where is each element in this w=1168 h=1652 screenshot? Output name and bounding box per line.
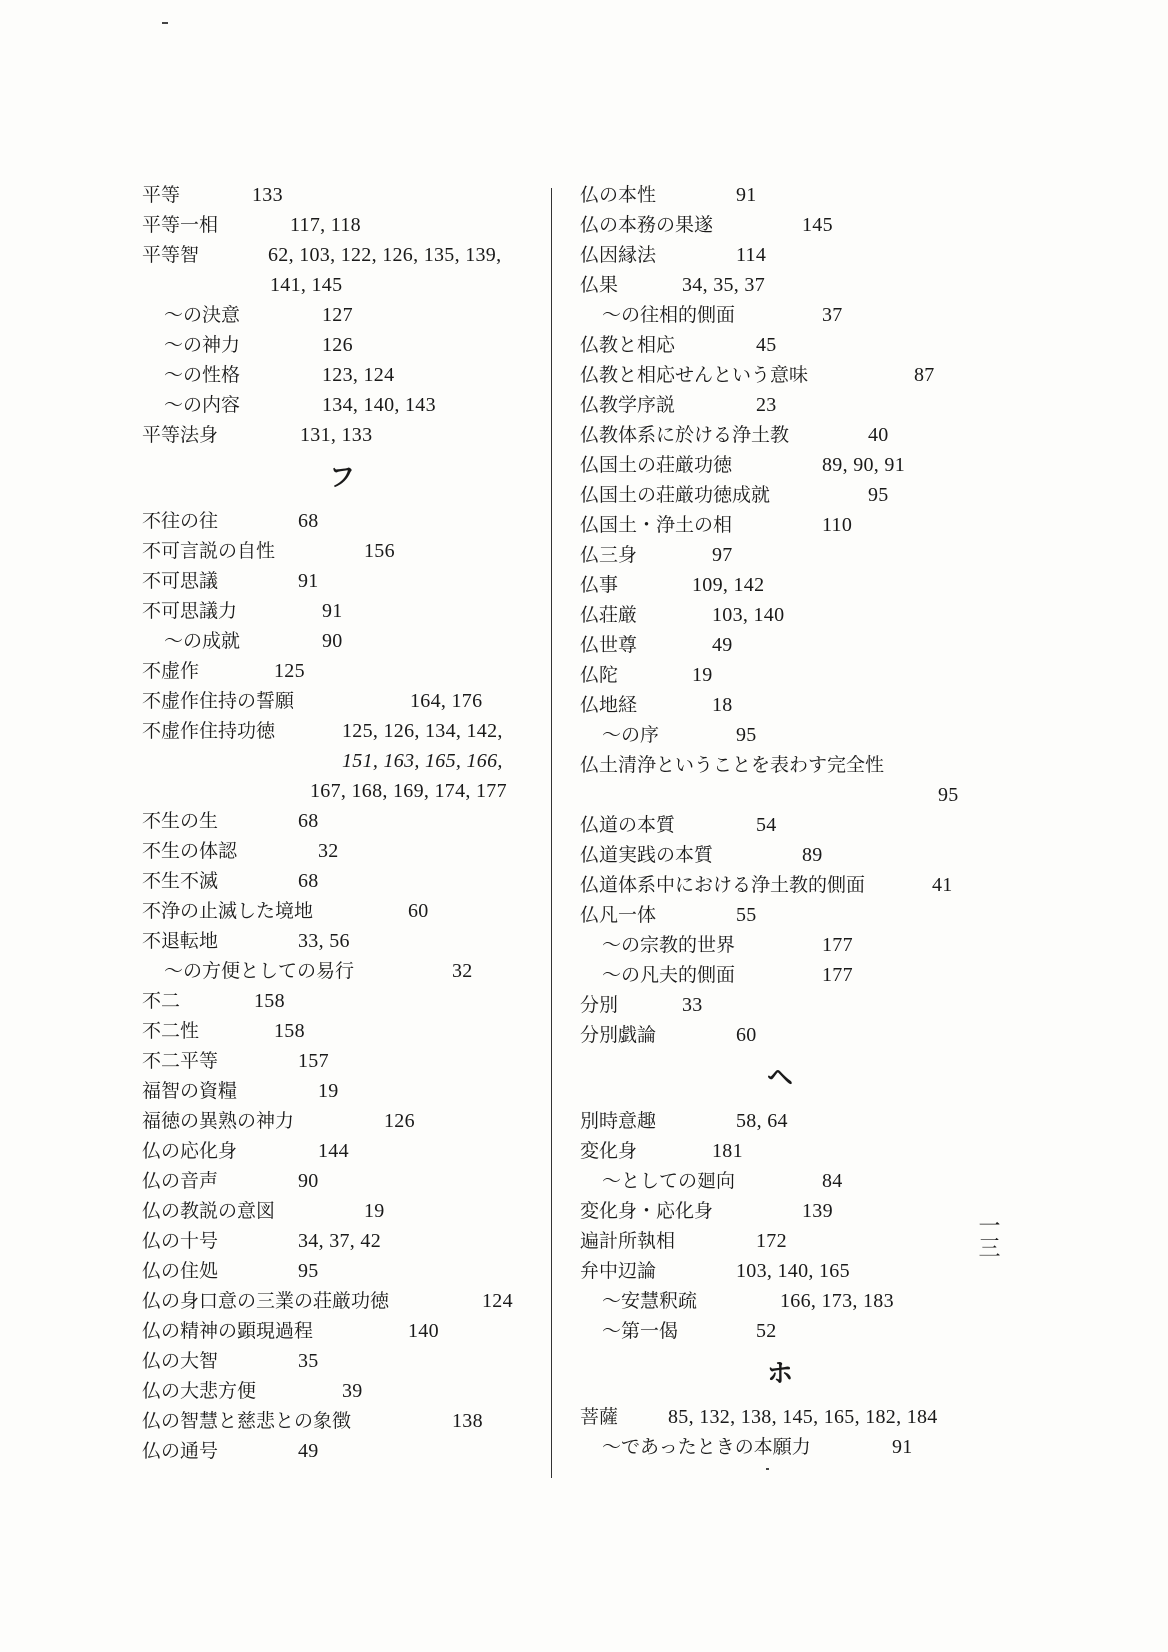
- index-entry: [580, 1136, 980, 1166]
- index-entry: [142, 806, 542, 836]
- index-term: 仏の応化身: [142, 1140, 238, 1162]
- index-term: 弁中辺論: [580, 1260, 657, 1282]
- index-term: 仏の身口意の三業の荘厳功徳: [142, 1290, 390, 1312]
- index-entry: [142, 330, 542, 360]
- index-entry: [142, 866, 542, 896]
- index-term: 仏国土・浄土の相: [580, 514, 733, 536]
- index-entry: [580, 180, 980, 210]
- index-term: ～の神力: [164, 334, 241, 356]
- index-term: 分別: [580, 994, 619, 1016]
- index-entry: [580, 900, 980, 930]
- index-entry: [142, 1106, 542, 1136]
- index-pages: 19: [364, 1200, 385, 1222]
- index-term: 仏の教説の意図: [142, 1200, 276, 1222]
- index-entry: [580, 810, 980, 840]
- index-entry: [580, 780, 980, 810]
- index-entry: [580, 840, 980, 870]
- index-term: 平等法身: [142, 424, 219, 446]
- index-term: 仏荘厳: [580, 604, 638, 626]
- index-term: ～としての廻向: [602, 1170, 736, 1192]
- index-entry: [142, 686, 542, 716]
- index-pages: 34, 35, 37: [682, 274, 765, 296]
- index-term: 仏国土の荘厳功徳: [580, 454, 733, 476]
- index-term: 仏国土の荘厳功徳成就: [580, 484, 771, 506]
- index-entry: [580, 420, 980, 450]
- page-number: 一三: [975, 1214, 1000, 1258]
- index-pages: 133: [252, 184, 283, 206]
- index-pages: 134, 140, 143: [322, 394, 436, 416]
- index-term: 仏の本務の果遂: [580, 214, 714, 236]
- index-entry: [580, 720, 980, 750]
- index-entry: [142, 210, 542, 240]
- index-term: ～安慧釈疏: [602, 1290, 698, 1312]
- index-term: 仏陀: [580, 664, 619, 686]
- index-pages: 139: [802, 1200, 833, 1222]
- index-term: 不二: [142, 990, 181, 1012]
- index-pages: 114: [736, 244, 767, 266]
- index-pages: 91: [298, 570, 319, 592]
- index-pages: 90: [298, 1170, 319, 1192]
- index-entry: [142, 360, 542, 390]
- index-entry: [142, 390, 542, 420]
- index-term: 変化身: [580, 1140, 638, 1162]
- index-pages: 156: [364, 540, 395, 562]
- index-entry: [580, 390, 980, 420]
- index-entry: [142, 1136, 542, 1166]
- index-term: 仏果: [580, 274, 619, 296]
- index-pages: 125, 126, 134, 142,: [342, 720, 503, 742]
- index-entry: [142, 180, 542, 210]
- index-entry: [580, 1286, 980, 1316]
- index-entry: [142, 896, 542, 926]
- index-pages: 123, 124: [322, 364, 395, 386]
- index-entry: [580, 300, 980, 330]
- index-pages: 40: [868, 424, 889, 446]
- index-term: ～の方便としての易行: [164, 960, 355, 982]
- index-term: 不生不滅: [142, 870, 219, 892]
- index-entry: [580, 930, 980, 960]
- index-entry: [142, 1286, 542, 1316]
- index-term: 不虚作: [142, 660, 200, 682]
- index-column-right: [580, 180, 980, 1462]
- index-pages: 158: [254, 990, 285, 1012]
- index-term: 仏三身: [580, 544, 638, 566]
- index-entry: [142, 716, 542, 746]
- index-entry: [580, 630, 980, 660]
- index-entry: [142, 1166, 542, 1196]
- section-heading: フ: [328, 463, 355, 493]
- index-term: ～の内容: [164, 394, 241, 416]
- index-term: ～であったときの本願力: [602, 1436, 811, 1458]
- index-term: 不可思議: [142, 570, 219, 592]
- index-term: ～の性格: [164, 364, 241, 386]
- index-term: 不可思議力: [142, 600, 238, 622]
- index-term: 分別戯論: [580, 1024, 657, 1046]
- index-pages: 49: [712, 634, 733, 656]
- index-pages: 97: [712, 544, 733, 566]
- index-entry: [580, 960, 980, 990]
- index-term: 平等: [142, 184, 181, 206]
- index-term: 不二性: [142, 1020, 200, 1042]
- index-pages: 127: [322, 304, 353, 326]
- index-term: 変化身・応化身: [580, 1200, 714, 1222]
- index-term: 平等智: [142, 244, 200, 266]
- index-pages: 41: [932, 874, 953, 896]
- index-entry: [142, 986, 542, 1016]
- index-pages: 37: [822, 304, 843, 326]
- index-entry: [580, 1166, 980, 1196]
- index-column-left: [142, 180, 542, 1466]
- index-entry: [580, 450, 980, 480]
- index-term: 不可言説の自性: [142, 540, 276, 562]
- index-entry: [580, 480, 980, 510]
- index-entry: [142, 1406, 542, 1436]
- index-pages: 117, 118: [290, 214, 361, 236]
- index-term: 仏地経: [580, 694, 638, 716]
- index-entry: [142, 536, 542, 566]
- index-entry: [142, 506, 542, 536]
- index-pages: 110: [822, 514, 853, 536]
- index-pages: 91: [322, 600, 343, 622]
- index-entry: [580, 990, 980, 1020]
- index-term: 仏の音声: [142, 1170, 219, 1192]
- index-pages: 52: [756, 1320, 777, 1342]
- index-entry: [580, 1196, 980, 1226]
- index-term: 不退転地: [142, 930, 219, 952]
- index-pages: 32: [452, 960, 473, 982]
- index-entry: [580, 1316, 980, 1346]
- index-pages: 95: [736, 724, 757, 746]
- index-entry: [580, 330, 980, 360]
- index-pages: 157: [298, 1050, 329, 1072]
- index-pages: 19: [318, 1080, 339, 1102]
- index-entry: [580, 240, 980, 270]
- index-entry: [580, 540, 980, 570]
- index-entry: [142, 270, 542, 300]
- index-pages: 85, 132, 138, 145, 165, 182, 184: [668, 1406, 938, 1428]
- index-pages: 140: [408, 1320, 439, 1342]
- index-pages: 181: [712, 1140, 743, 1162]
- index-term: 別時意趣: [580, 1110, 657, 1132]
- section-heading: ホ: [766, 1359, 793, 1389]
- index-pages: 103, 140: [712, 604, 785, 626]
- section-heading: ヘ: [766, 1063, 793, 1093]
- index-pages: 144: [318, 1140, 349, 1162]
- index-term: 福徳の異熟の神力: [142, 1110, 295, 1132]
- scan-mark: [162, 22, 168, 24]
- index-entry: [142, 1316, 542, 1346]
- index-entry: [580, 600, 980, 630]
- index-entry: [142, 956, 542, 986]
- index-term: 不虚作住持の誓願: [142, 690, 295, 712]
- index-pages: 95: [298, 1260, 319, 1282]
- index-term: 仏道の本質: [580, 814, 676, 836]
- index-term: 仏教学序説: [580, 394, 676, 416]
- scan-mark: [766, 1468, 769, 1470]
- index-term: ～の決意: [164, 304, 241, 326]
- index-pages: 95: [868, 484, 889, 506]
- index-entry: [142, 626, 542, 656]
- index-entry: [142, 1436, 542, 1466]
- index-term: ～第一偈: [602, 1320, 679, 1342]
- index-pages: 55: [736, 904, 757, 926]
- index-pages: 138: [452, 1410, 483, 1432]
- index-entry: [142, 1196, 542, 1226]
- index-term: 仏教と相応: [580, 334, 676, 356]
- index-term: 仏の精神の顕現過程: [142, 1320, 314, 1342]
- index-entry: [142, 240, 542, 270]
- index-pages: 151, 163, 165, 166,: [342, 750, 503, 772]
- index-term: 仏教体系に於ける浄土教: [580, 424, 790, 446]
- index-pages: 90: [322, 630, 343, 652]
- index-term: ～の往相的側面: [602, 304, 736, 326]
- index-pages: 45: [756, 334, 777, 356]
- index-entry: [142, 1346, 542, 1376]
- index-pages: 89: [802, 844, 823, 866]
- index-pages: 145: [802, 214, 833, 236]
- index-pages: 60: [736, 1024, 757, 1046]
- index-pages: 91: [892, 1436, 913, 1458]
- index-pages: 177: [822, 964, 853, 986]
- index-pages: 164, 176: [410, 690, 483, 712]
- index-entry: [580, 690, 980, 720]
- index-pages: 23: [756, 394, 777, 416]
- index-pages: 35: [298, 1350, 319, 1372]
- index-pages: 167, 168, 169, 174, 177: [310, 780, 507, 802]
- index-pages: 172: [756, 1230, 787, 1252]
- index-term: 仏の十号: [142, 1230, 219, 1252]
- index-term: 仏道実践の本質: [580, 844, 714, 866]
- index-entry: [142, 300, 542, 330]
- index-term: 仏の大智: [142, 1350, 219, 1372]
- index-term: 仏土清浄ということを表わす完全性: [580, 754, 885, 776]
- index-term: 仏因縁法: [580, 244, 657, 266]
- index-pages: 166, 173, 183: [780, 1290, 894, 1312]
- index-pages: 39: [342, 1380, 363, 1402]
- index-term: ～の序: [602, 724, 660, 746]
- index-entry: [580, 1256, 980, 1286]
- index-entry: [580, 1020, 980, 1050]
- index-entry: [580, 570, 980, 600]
- index-pages: 89, 90, 91: [822, 454, 905, 476]
- index-entry: [580, 1226, 980, 1256]
- index-pages: 58, 64: [736, 1110, 788, 1132]
- index-term: 仏の通号: [142, 1440, 219, 1462]
- index-entry: [580, 1106, 980, 1136]
- index-entry: [580, 210, 980, 240]
- index-term: 仏世尊: [580, 634, 638, 656]
- index-entry: [142, 1076, 542, 1106]
- index-pages: 60: [408, 900, 429, 922]
- index-term: 仏の大悲方便: [142, 1380, 257, 1402]
- index-pages: 95: [938, 784, 959, 806]
- index-entry: [142, 836, 542, 866]
- index-pages: 131, 133: [300, 424, 373, 446]
- index-pages: 177: [822, 934, 853, 956]
- index-pages: 124: [482, 1290, 513, 1312]
- index-pages: 109, 142: [692, 574, 765, 596]
- index-entry: [142, 1046, 542, 1076]
- index-term: 仏教と相応せんという意味: [580, 364, 809, 386]
- index-term: 菩薩: [580, 1406, 619, 1428]
- index-term: 不往の往: [142, 510, 219, 532]
- index-entry: [580, 270, 980, 300]
- index-term: 仏凡一体: [580, 904, 657, 926]
- index-entry: [142, 1256, 542, 1286]
- index-entry: [142, 656, 542, 686]
- index-pages: 158: [274, 1020, 305, 1042]
- index-term: 仏の住処: [142, 1260, 219, 1282]
- index-term: ～の宗教的世界: [602, 934, 736, 956]
- index-pages: 49: [298, 1440, 319, 1462]
- index-term: 不虚作住持功徳: [142, 720, 276, 742]
- index-entry: [142, 420, 542, 450]
- index-entry: [142, 1226, 542, 1256]
- index-term: ～の凡夫的側面: [602, 964, 736, 986]
- index-entry: [580, 360, 980, 390]
- index-pages: 141, 145: [270, 274, 343, 296]
- index-entry: [142, 1376, 542, 1406]
- index-term: 仏事: [580, 574, 619, 596]
- index-entry: [580, 1432, 980, 1462]
- index-term: 福智の資糧: [142, 1080, 238, 1102]
- index-term: 不二平等: [142, 1050, 219, 1072]
- index-term: 仏道体系中における浄土教的側面: [580, 874, 866, 896]
- index-term: 遍計所執相: [580, 1230, 676, 1252]
- index-entry: [580, 510, 980, 540]
- index-entry: [142, 746, 542, 776]
- index-pages: 62, 103, 122, 126, 135, 139,: [268, 244, 502, 266]
- index-entry: [142, 566, 542, 596]
- index-pages: 91: [736, 184, 757, 206]
- index-pages: 33, 56: [298, 930, 350, 952]
- index-pages: 126: [322, 334, 353, 356]
- index-pages: 84: [822, 1170, 843, 1192]
- index-pages: 34, 37, 42: [298, 1230, 381, 1252]
- index-entry: [142, 926, 542, 956]
- index-entry: [580, 660, 980, 690]
- index-pages: 125: [274, 660, 305, 682]
- index-pages: 87: [914, 364, 935, 386]
- index-term: 仏の智慧と慈悲との象徴: [142, 1410, 352, 1432]
- index-pages: 19: [692, 664, 713, 686]
- index-pages: 18: [712, 694, 733, 716]
- index-entry: [142, 596, 542, 626]
- index-entry: [580, 1402, 980, 1432]
- index-pages: 68: [298, 810, 319, 832]
- index-entry: [580, 750, 980, 780]
- index-term: 仏の本性: [580, 184, 657, 206]
- index-term: 不生の体認: [142, 840, 238, 862]
- index-pages: 68: [298, 510, 319, 532]
- index-entry: [142, 776, 542, 806]
- index-entry: [142, 1016, 542, 1046]
- index-pages: 103, 140, 165: [736, 1260, 850, 1282]
- index-term: 不浄の止滅した境地: [142, 900, 314, 922]
- index-pages: 126: [384, 1110, 415, 1132]
- index-entry: [580, 870, 980, 900]
- column-divider: [551, 188, 552, 1478]
- index-pages: 32: [318, 840, 339, 862]
- index-pages: 33: [682, 994, 703, 1016]
- index-pages: 68: [298, 870, 319, 892]
- index-pages: 54: [756, 814, 777, 836]
- index-term: 平等一相: [142, 214, 219, 236]
- index-term: 不生の生: [142, 810, 219, 832]
- index-term: ～の成就: [164, 630, 241, 652]
